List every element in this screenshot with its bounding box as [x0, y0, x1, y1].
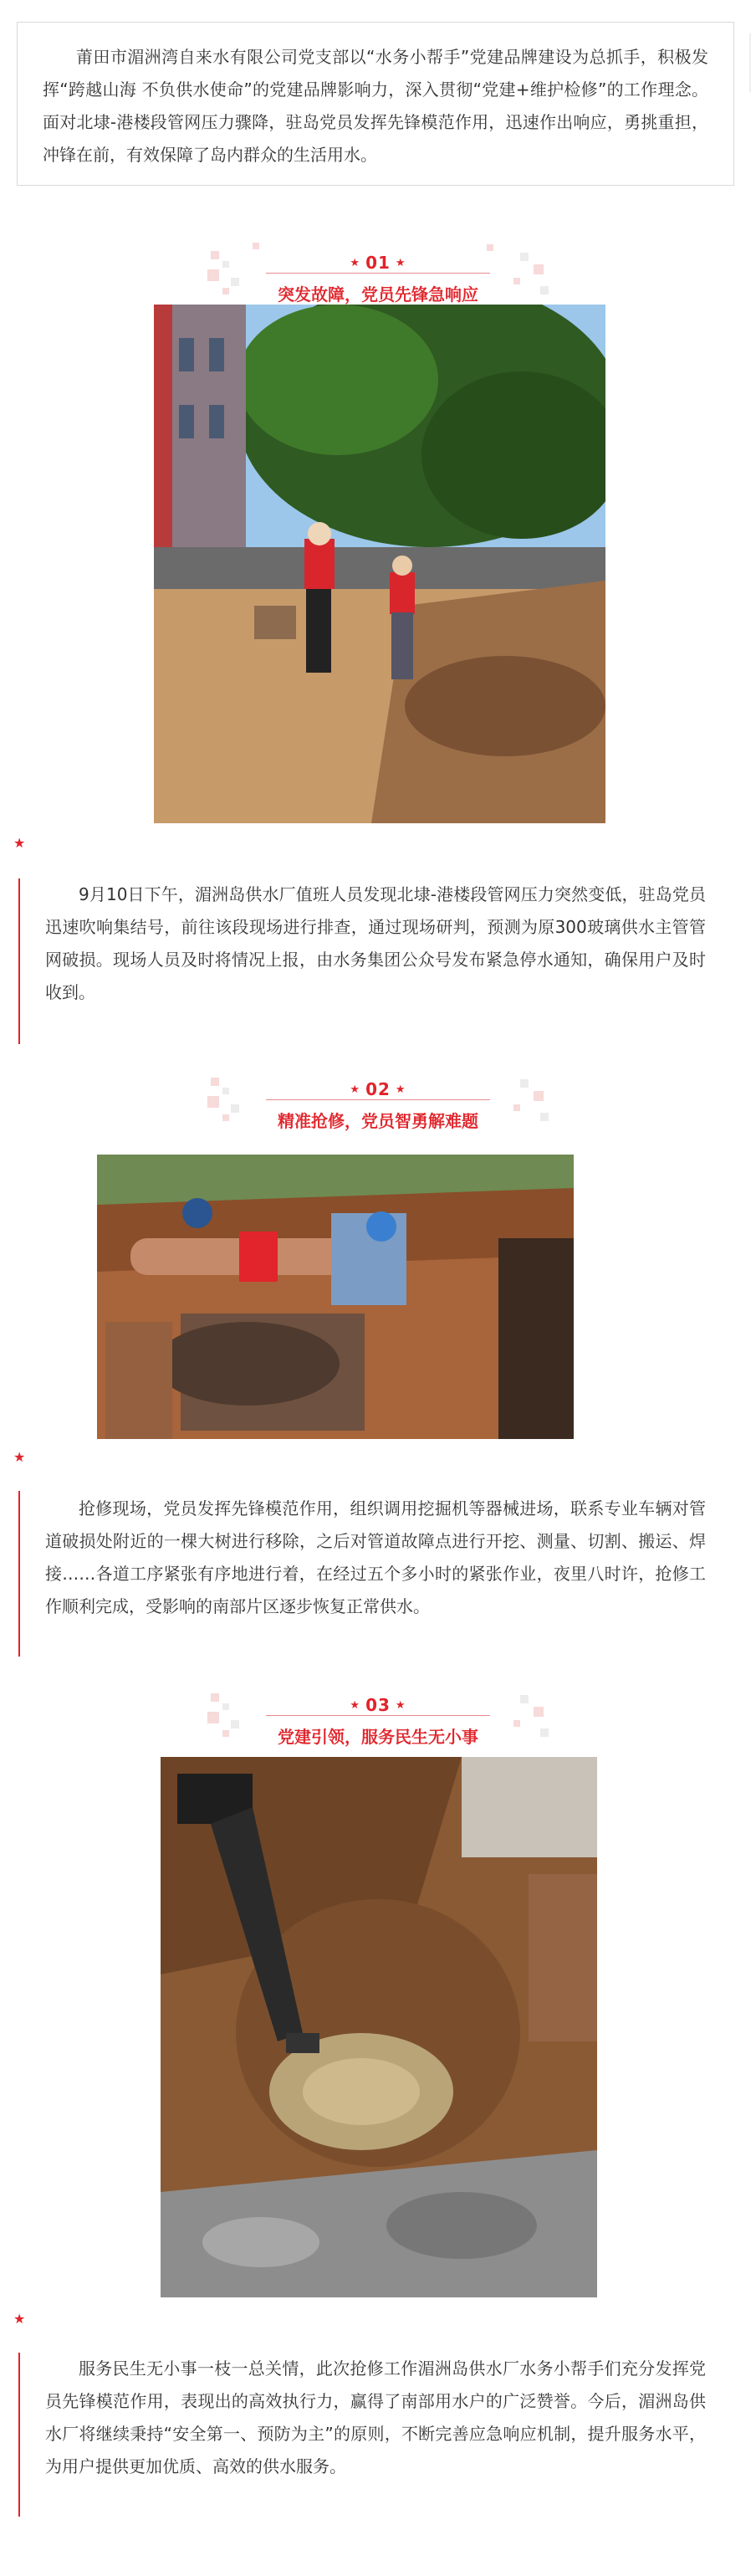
section-title: 党建引领，服务民生无小事 [278, 1727, 478, 1747]
section-title: 突发故障，党员先锋急响应 [278, 284, 478, 305]
section-number: ★ 03 ★ [350, 1695, 406, 1715]
section-header-02 [0, 1063, 756, 1138]
side-rule [18, 2353, 20, 2517]
star-icon: ★ [13, 1449, 26, 1465]
section-paragraph: 服务民生无小事一枝一总关情，此次抢修工作湄洲岛供水厂水务小帮手们充分发挥党员先锋模范作用，表现出的高效执行力，赢得了南部用水户的广泛赞誉。今后，湄洲岛供水厂将继续秉持“安全第一、预防为主”的原则，不断完善应急响应机制，提升服务水平，为用户提供更加优质、高效的供水服务。 [45, 2358, 706, 2476]
section-divider [266, 273, 490, 274]
pipe-inspection-photo [154, 305, 605, 823]
side-rule [18, 1491, 20, 1657]
pipe-repair-photo [97, 1155, 574, 1439]
corner-decoration [749, 33, 756, 92]
section-divider [266, 1715, 490, 1716]
section-divider [266, 1099, 490, 1100]
section-number: ★ 01 ★ [350, 253, 406, 273]
section-paragraph: 抢修现场，党员发挥先锋模范作用，组织调用挖掘机等器械进场，联系专业车辆对管道破损处附近的一棵大树进行移除，之后对管道故障点进行开挖、测量、切割、搬运、焊接……各道工序紧张有序地进行着，在经过五个多小时的紧张作业，夜里八时许，抢修工作顺利完成，受影响的南部片区逐步恢复正常供水。 [45, 1498, 706, 1616]
section-header-01 [0, 236, 756, 311]
star-icon: ★ [13, 2311, 26, 2327]
excavator-trench-photo [161, 1757, 597, 2297]
section-paragraph: 9月10日下午，湄洲岛供水厂值班人员发现北埭-港楼段管网压力突然变低，驻岛党员迅速吹响集结号，前往该段现场进行排查，通过现场研判，预测为原300玻璃供水主管管网破损。现场人员及时将情况上报，由水务集团公众号发布紧急停水通知，确保用户及时收到。 [45, 884, 706, 1002]
side-rule [18, 878, 20, 1044]
section-header-03 [0, 1678, 756, 1754]
section-number: ★ 02 ★ [350, 1079, 406, 1099]
section-title: 精准抢修，党员智勇解难题 [278, 1111, 478, 1131]
intro-box [17, 22, 734, 186]
intro-text: 莆田市湄洲湾自来水有限公司党支部以“水务小帮手”党建品牌建设为总抓手，积极发挥“跨越山海 不负供水使命”的党建品牌影响力，深入贯彻“党建+维护检修”的工作理念。面对北埭-港楼段管网压力骤降，驻岛党员发挥先锋模范作用，迅速作出响应，勇挑重担，冲锋在前，有效保障了岛内群众的生活用水。 [43, 47, 708, 165]
star-icon: ★ [13, 835, 26, 851]
